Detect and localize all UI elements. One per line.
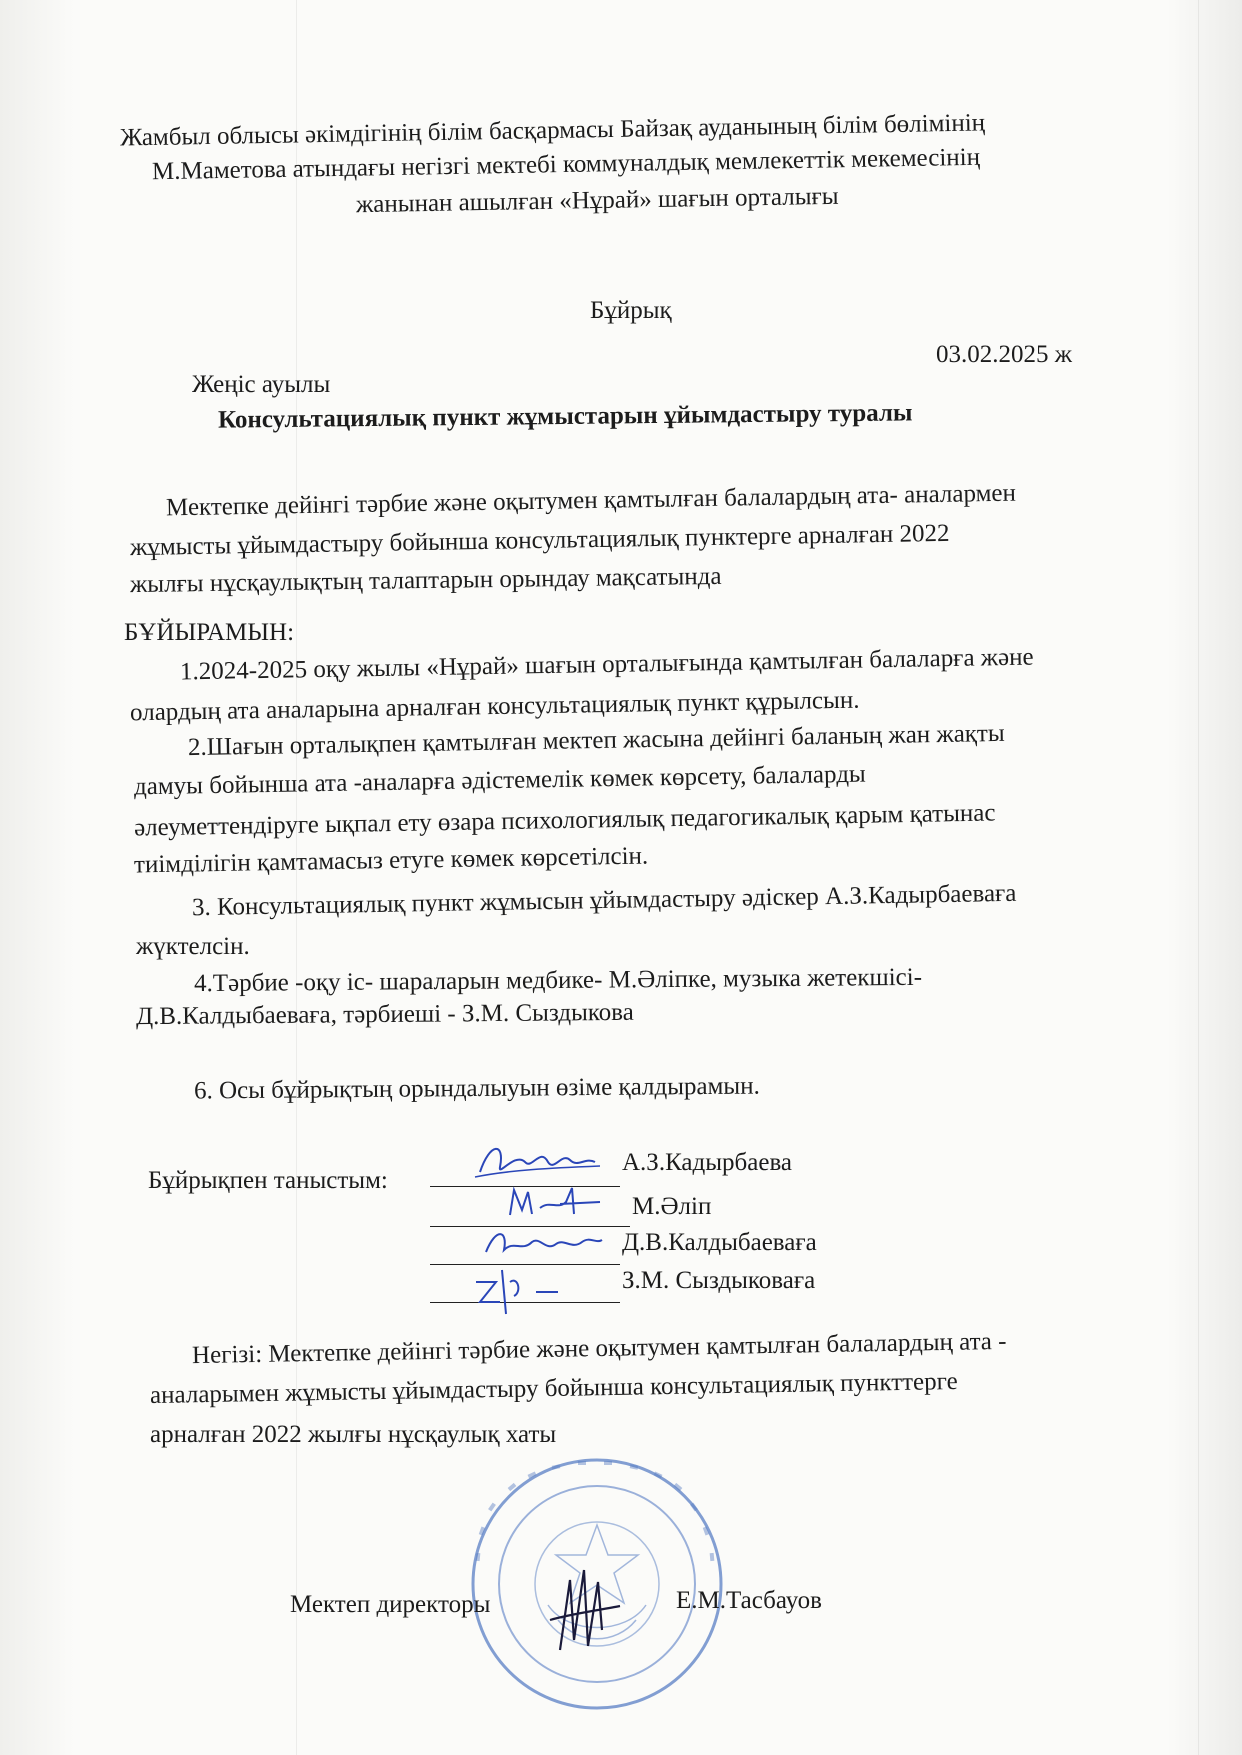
item-6-line-1: 6. Осы бұйрықтың орындалыуын өзіме қалдырамын. (193, 1072, 760, 1105)
director-title: Мектеп директоры (290, 1591, 491, 1618)
handwritten-signature-4 (466, 1262, 586, 1322)
item-2-line-4: тиімділігін қамтамасыз етуге көмек көрсетілсін. (133, 842, 649, 879)
document-date: 03.02.2025 ж (936, 341, 1073, 368)
ack-name-4: З.М. Сыздыковаға (622, 1267, 816, 1294)
document-place: Жеңіс ауылы (192, 371, 331, 398)
ack-name-3: Д.В.Калдыбаеваға (622, 1229, 817, 1256)
order-word: БҰЙЫРАМЫН: (124, 619, 295, 646)
header-line-3: жанынан ашылған «Нұрай» шағын орталығы (355, 182, 839, 219)
ack-name-1: А.З.Кадырбаева (622, 1149, 793, 1176)
director-name: Е.М.Тасбауов (676, 1587, 822, 1614)
item-3-line-1: 3. Консультациялық пункт жұмысын ұйымдастыру әдіскер А.З.Кадырбаеваға (191, 879, 1017, 922)
basis-line-3: арналған 2022 жылғы нұсқаулық хаты (150, 1421, 557, 1448)
item-2-line-1: 2.Шағын орталықпен қамтылған мектеп жасына дейінгі баланың жан жақты (187, 719, 1005, 762)
document-type: Бұйрық (590, 297, 672, 324)
basis-line-2: аналарымен жұмысты ұйымдастыру бойынша консультациялық пункттерге (149, 1367, 958, 1410)
item-1-line-2: олардың ата аналарына арналған консультациялық пункт құрылсын. (129, 686, 860, 727)
preamble-line-1: Мектепке дейінгі тәрбие және оқытумен қамтылған балалардың ата- аналармен (165, 479, 1017, 522)
scan-artifact-line (1198, 0, 1199, 1755)
item-4-line-2: Д.В.Калдыбаеваға, тәрбиеші - З.М. Сыздыкова (135, 998, 634, 1031)
item-4-line-1: 4.Тәрбие -оқу іс- шараларын медбике- М.Әліпке, музыка жетекшісі- (193, 963, 923, 998)
item-1-line-1: 1.2024-2025 оқу жылы «Нұрай» шағын орталығында қамтылған балаларға және (179, 643, 1034, 686)
document-subject: Консультациялық пункт жұмыстарын ұйымдастыру туралы (217, 399, 913, 434)
item-3-line-2: жүктелсін. (136, 933, 250, 960)
header-line-2: М.Маметова атындағы негізгі мектебі коммуналдық мемлекеттік мекемесінің (151, 143, 981, 186)
ack-name-2: М.Әліп (632, 1193, 712, 1220)
preamble-line-3: жылғы нұсқаулықтың талаптарын орындау мақсатында (129, 562, 722, 599)
preamble-line-2: жұмысты ұйымдастыру бойынша консультациялық пунктерге арналған 2022 (129, 519, 950, 562)
director-signature (540, 1560, 630, 1660)
acknowledged-label: Бұйрықпен таныстым: (148, 1167, 388, 1194)
item-2-line-2: дамуы бойынша ата -аналарға әдістемелік көмек көрсету, балаларды (133, 760, 866, 801)
item-2-line-3: әлеуметтендіруге ықпал ету өзара психологиялық педагогикалық қарым қатынас (133, 799, 996, 842)
basis-line-1: Негізі: Мектепке дейінгі тәрбие және оқытумен қамтылған балалардың ата - (191, 1327, 1007, 1370)
header-line-1: Жамбыл облысы әкімдігінің білім басқармасы Байзақ ауданының білім бөлімінің (119, 109, 986, 152)
handwritten-signature-3 (478, 1222, 608, 1267)
